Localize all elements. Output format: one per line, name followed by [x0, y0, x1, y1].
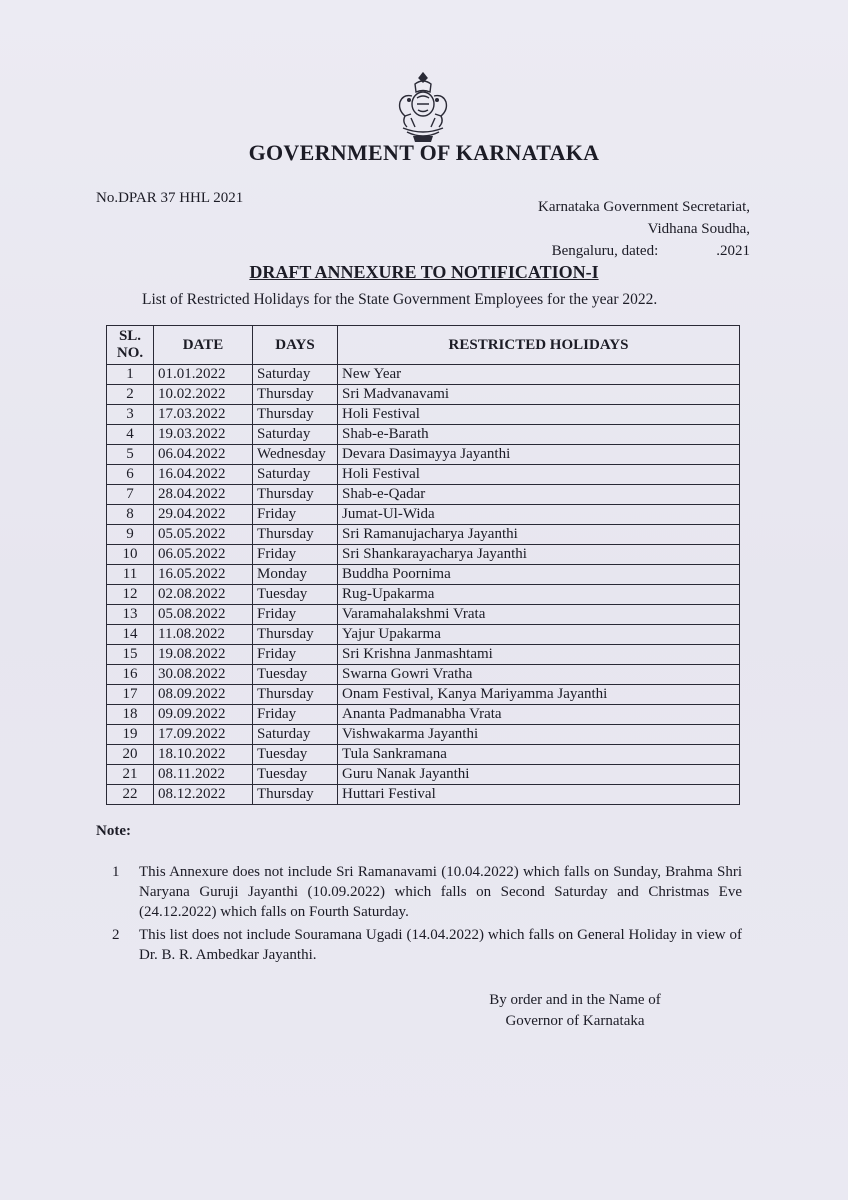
document-title: GOVERNMENT OF KARNATAKA	[248, 140, 600, 165]
day-cell: Thursday	[253, 685, 338, 705]
table-row	[107, 605, 740, 625]
signature-line-2: Governor of Karnataka	[505, 1013, 645, 1029]
day-cell: Thursday	[253, 525, 338, 545]
day-cell: Thursday	[253, 485, 338, 505]
table-row	[107, 705, 740, 725]
table-row	[107, 425, 740, 445]
date-cell: 08.12.2022	[154, 785, 253, 805]
holiday-cell: Sri Krishna Janmashtami	[338, 645, 740, 665]
office-address	[490, 196, 750, 262]
holiday-cell: Onam Festival, Kanya Mariyamma Jayanthi	[338, 685, 740, 705]
reference-number: No.DPAR 37 HHL 2021	[96, 190, 244, 206]
table-row	[107, 665, 740, 685]
note-text: This list does not include Souramana Ugadi (14.04.2022) which falls on General Holiday in view of Dr. B. R. Ambedkar Jayanthi.	[139, 927, 742, 963]
table-row	[107, 385, 740, 405]
sl-cell: 14	[107, 625, 154, 645]
note-text: This Annexure does not include Sri Ramanavami (10.04.2022) which falls on Sunday, Brahma Shri Naryana Guruji Jayanthi (10.09.2022) which falls on Second Saturday and Christmas Eve (24.12.2022) which falls on Fourth Saturday.	[139, 864, 742, 920]
date-cell: 30.08.2022	[154, 665, 253, 685]
dated-year: .2021	[716, 243, 750, 259]
holiday-cell: New Year	[338, 365, 740, 385]
column-header-holidays: RESTRICTED HOLIDAYS	[338, 326, 740, 365]
holiday-cell: Rug-Upakarma	[338, 585, 740, 605]
day-cell: Friday	[253, 705, 338, 725]
table-row	[107, 745, 740, 765]
day-cell: Tuesday	[253, 585, 338, 605]
sl-cell: 9	[107, 525, 154, 545]
table-header-row	[107, 326, 740, 365]
sl-cell: 21	[107, 765, 154, 785]
date-cell: 19.08.2022	[154, 645, 253, 665]
intro-text: List of Restricted Holidays for the State Government Employees for the year 2022.	[142, 291, 658, 308]
holiday-cell: Sri Ramanujacharya Jayanthi	[338, 525, 740, 545]
table-row	[107, 505, 740, 525]
day-cell: Thursday	[253, 405, 338, 425]
date-cell: 02.08.2022	[154, 585, 253, 605]
holiday-cell: Huttari Festival	[338, 785, 740, 805]
holiday-cell: Shab-e-Barath	[338, 425, 740, 445]
date-cell: 09.09.2022	[154, 705, 253, 725]
note-number: 1	[112, 864, 120, 880]
holiday-cell: Yajur Upakarma	[338, 625, 740, 645]
address-line-3	[490, 240, 750, 262]
table-row	[107, 685, 740, 705]
holiday-cell: Guru Nanak Jayanthi	[338, 765, 740, 785]
date-cell: 06.05.2022	[154, 545, 253, 565]
holiday-cell: Swarna Gowri Vratha	[338, 665, 740, 685]
date-cell: 11.08.2022	[154, 625, 253, 645]
sl-cell: 18	[107, 705, 154, 725]
sl-cell: 15	[107, 645, 154, 665]
sl-cell: 17	[107, 685, 154, 705]
date-cell: 08.09.2022	[154, 685, 253, 705]
sl-cell: 6	[107, 465, 154, 485]
annexure-heading: DRAFT ANNEXURE TO NOTIFICATION-I	[249, 262, 599, 282]
column-header-date: DATE	[154, 326, 253, 365]
day-cell: Tuesday	[253, 665, 338, 685]
day-cell: Saturday	[253, 465, 338, 485]
karnataka-emblem-icon	[393, 72, 453, 144]
address-line-2: Vidhana Soudha,	[647, 221, 750, 237]
sl-cell: 12	[107, 585, 154, 605]
sl-cell: 10	[107, 545, 154, 565]
day-cell: Tuesday	[253, 765, 338, 785]
day-cell: Friday	[253, 545, 338, 565]
sl-cell: 3	[107, 405, 154, 425]
date-cell: 28.04.2022	[154, 485, 253, 505]
day-cell: Tuesday	[253, 745, 338, 765]
day-cell: Saturday	[253, 725, 338, 745]
holiday-cell: Shab-e-Qadar	[338, 485, 740, 505]
date-cell: 05.08.2022	[154, 605, 253, 625]
holiday-cell: Holi Festival	[338, 405, 740, 425]
holiday-cell: Ananta Padmanabha Vrata	[338, 705, 740, 725]
column-header-sl-no: SL. NO.	[107, 326, 154, 365]
table-row	[107, 645, 740, 665]
day-cell: Friday	[253, 505, 338, 525]
holiday-cell: Sri Madvanavami	[338, 385, 740, 405]
table-row	[107, 365, 740, 385]
holiday-cell: Holi Festival	[338, 465, 740, 485]
date-cell: 17.09.2022	[154, 725, 253, 745]
day-cell: Thursday	[253, 625, 338, 645]
sl-cell: 22	[107, 785, 154, 805]
note-label: Note:	[96, 823, 131, 839]
sl-cell: 8	[107, 505, 154, 525]
date-cell: 10.02.2022	[154, 385, 253, 405]
sl-cell: 11	[107, 565, 154, 585]
table-row	[107, 525, 740, 545]
holiday-cell: Varamahalakshmi Vrata	[338, 605, 740, 625]
date-cell: 08.11.2022	[154, 765, 253, 785]
table-row	[107, 785, 740, 805]
date-cell: 19.03.2022	[154, 425, 253, 445]
sl-cell: 5	[107, 445, 154, 465]
table-row	[107, 545, 740, 565]
note-number: 2	[112, 927, 120, 943]
signature-block	[470, 990, 680, 1032]
table-body	[107, 365, 740, 805]
holiday-cell: Vishwakarma Jayanthi	[338, 725, 740, 745]
holidays-table	[106, 325, 740, 805]
sl-cell: 19	[107, 725, 154, 745]
date-cell: 16.05.2022	[154, 565, 253, 585]
day-cell: Thursday	[253, 785, 338, 805]
date-cell: 16.04.2022	[154, 465, 253, 485]
sl-cell: 16	[107, 665, 154, 685]
sl-cell: 1	[107, 365, 154, 385]
holiday-cell: Devara Dasimayya Jayanthi	[338, 445, 740, 465]
day-cell: Wednesday	[253, 445, 338, 465]
day-cell: Monday	[253, 565, 338, 585]
column-header-days: DAYS	[253, 326, 338, 365]
holiday-cell: Sri Shankarayacharya Jayanthi	[338, 545, 740, 565]
table-row	[107, 485, 740, 505]
table-row	[107, 725, 740, 745]
table-row	[107, 405, 740, 425]
day-cell: Friday	[253, 645, 338, 665]
table-row	[107, 465, 740, 485]
sl-cell: 7	[107, 485, 154, 505]
sl-cell: 4	[107, 425, 154, 445]
table-row	[107, 585, 740, 605]
sl-cell: 2	[107, 385, 154, 405]
dated-label: Bengaluru, dated:	[551, 243, 659, 259]
day-cell: Saturday	[253, 425, 338, 445]
date-cell: 29.04.2022	[154, 505, 253, 525]
table-row	[107, 445, 740, 465]
date-cell: 05.05.2022	[154, 525, 253, 545]
table-row	[107, 765, 740, 785]
sl-cell: 20	[107, 745, 154, 765]
date-cell: 17.03.2022	[154, 405, 253, 425]
holiday-cell: Jumat-Ul-Wida	[338, 505, 740, 525]
signature-line-1: By order and in the Name of	[489, 992, 661, 1008]
holiday-cell: Tula Sankramana	[338, 745, 740, 765]
table-row	[107, 565, 740, 585]
day-cell: Saturday	[253, 365, 338, 385]
note-item	[112, 925, 742, 965]
date-cell: 18.10.2022	[154, 745, 253, 765]
day-cell: Friday	[253, 605, 338, 625]
day-cell: Thursday	[253, 385, 338, 405]
sl-cell: 13	[107, 605, 154, 625]
date-cell: 06.04.2022	[154, 445, 253, 465]
table-row	[107, 625, 740, 645]
holiday-cell: Buddha Poornima	[338, 565, 740, 585]
address-line-1: Karnataka Government Secretariat,	[538, 199, 750, 215]
date-cell: 01.01.2022	[154, 365, 253, 385]
note-item	[112, 862, 742, 922]
